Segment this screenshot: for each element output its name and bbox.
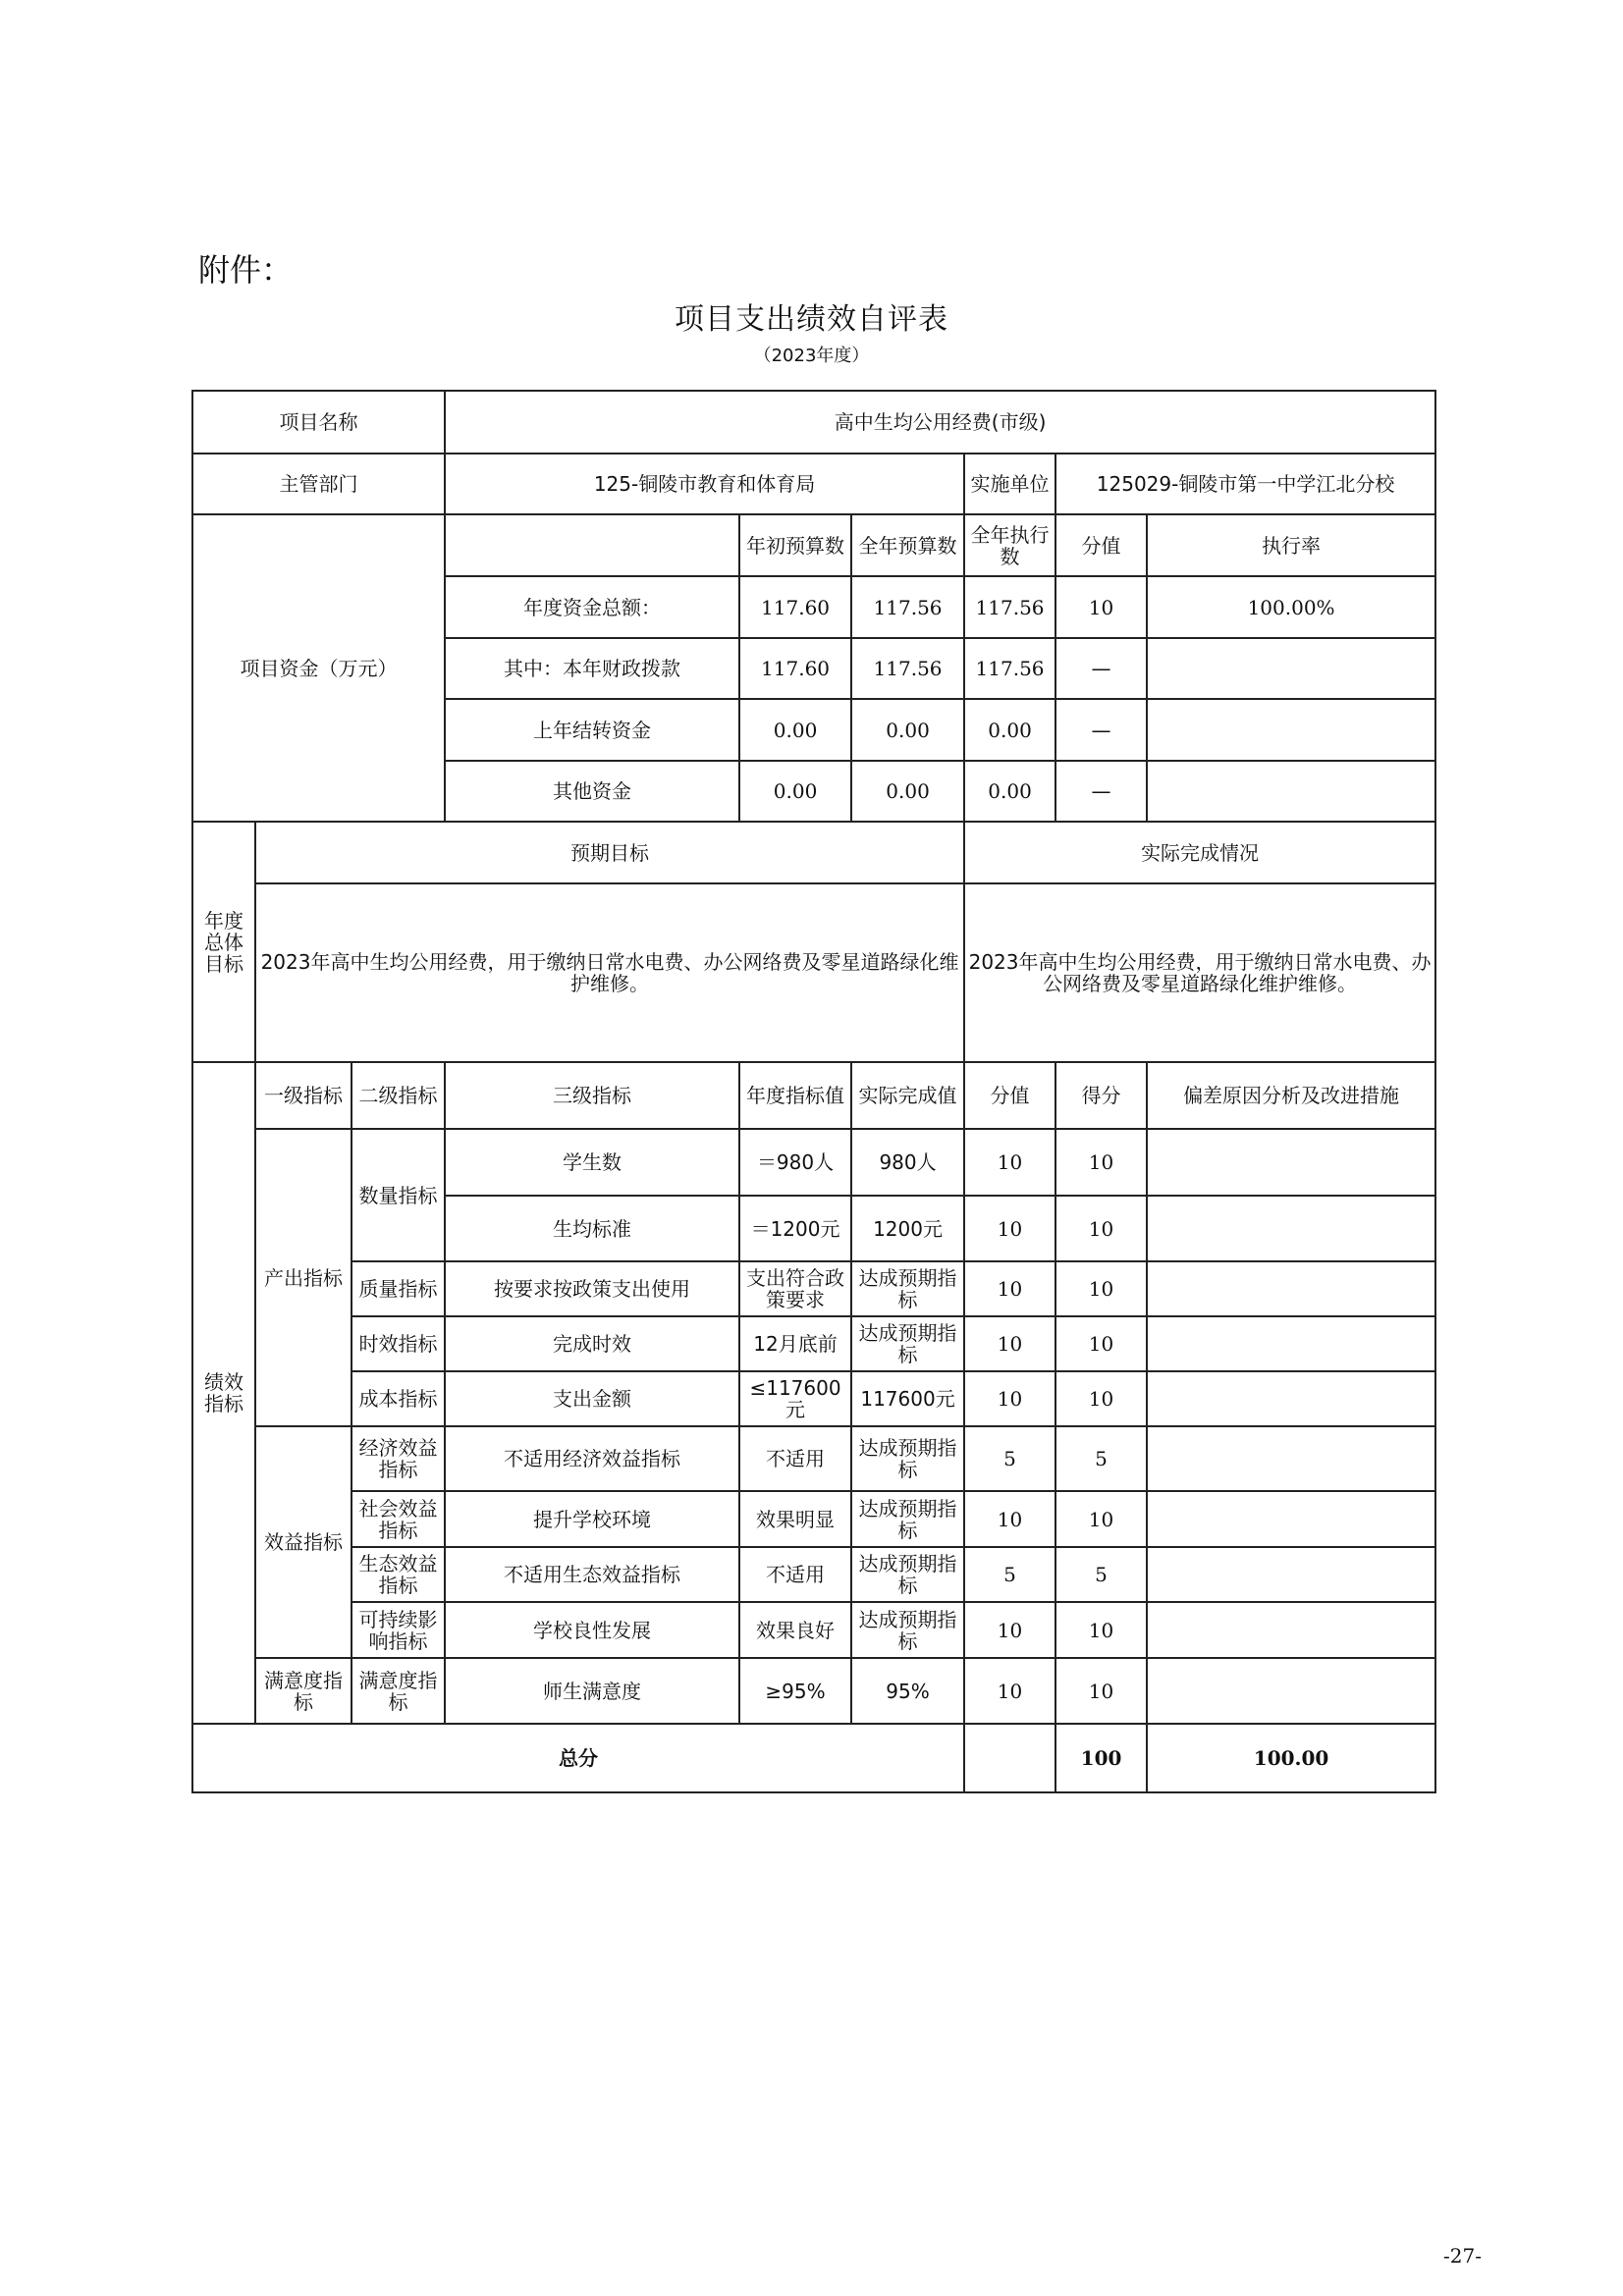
- indicator-remark: [1147, 1316, 1435, 1371]
- indicators-header-level1: 一级指标: [255, 1062, 352, 1129]
- indicator-level3: 学生数: [445, 1129, 739, 1196]
- indicator-row: [192, 1658, 1435, 1724]
- funds-row-label: 其中：本年财政拨款: [445, 638, 739, 699]
- total-label: 总分: [192, 1724, 964, 1792]
- indicator-score: 10: [1055, 1196, 1147, 1261]
- indicator-level2: 数量指标: [352, 1129, 445, 1261]
- project-name-value: 高中生均公用经费(市级): [445, 391, 1435, 454]
- indicator-actual: 980人: [851, 1129, 964, 1196]
- indicator-level3: 生均标准: [445, 1196, 739, 1261]
- funds-row-executed: 117.56: [964, 638, 1055, 699]
- page-number: -27-: [1443, 2244, 1482, 2268]
- funds-header-initial: 年初预算数: [739, 514, 851, 576]
- indicator-level3: 支出金额: [445, 1371, 739, 1426]
- indicator-actual: 1200元: [851, 1196, 964, 1261]
- project-name-label: 项目名称: [192, 391, 445, 454]
- indicator-level2: 质量指标: [352, 1261, 445, 1316]
- indicator-remark: [1147, 1371, 1435, 1426]
- total-blank: [964, 1724, 1055, 1792]
- unit-label: 实施单位: [964, 454, 1055, 514]
- indicator-level2: 满意度指标: [352, 1658, 445, 1724]
- indicators-header-row: [192, 1062, 1435, 1129]
- indicator-score-value: 10: [964, 1316, 1055, 1371]
- total-score-value: 100: [1055, 1724, 1147, 1792]
- indicator-remark: [1147, 1658, 1435, 1724]
- indicator-remark: [1147, 1547, 1435, 1602]
- indicator-row: [192, 1602, 1435, 1658]
- indicator-row: [192, 1371, 1435, 1426]
- funds-row-annual: 117.56: [851, 576, 964, 638]
- indicators-header-level2: 二级指标: [352, 1062, 445, 1129]
- funds-row-score-value: 10: [1055, 576, 1147, 638]
- indicator-remark: [1147, 1602, 1435, 1658]
- indicator-score: 10: [1055, 1316, 1147, 1371]
- indicators-header-score-value: 分值: [964, 1062, 1055, 1129]
- indicator-score-value: 10: [964, 1602, 1055, 1658]
- funds-row-score-value: —: [1055, 638, 1147, 699]
- funds-row-executed: 117.56: [964, 576, 1055, 638]
- funds-row-rate: [1147, 638, 1435, 699]
- indicator-level3: 学校良性发展: [445, 1602, 739, 1658]
- indicator-actual: 95%: [851, 1658, 964, 1724]
- indicators-label: 绩效指标: [192, 1062, 255, 1724]
- funds-row-executed: 0.00: [964, 699, 1055, 761]
- indicator-actual: 达成预期指标: [851, 1547, 964, 1602]
- indicator-row: [192, 1547, 1435, 1602]
- funds-row-label: 年度资金总额：: [445, 576, 739, 638]
- funds-row-label: 其他资金: [445, 761, 739, 822]
- funds-header-executed: 全年执行数: [964, 514, 1055, 576]
- total-score: 100.00: [1147, 1724, 1435, 1792]
- indicator-target: 不适用: [739, 1547, 851, 1602]
- goals-header-row: [192, 822, 1435, 883]
- funds-row-score-value: —: [1055, 761, 1147, 822]
- indicator-remark: [1147, 1129, 1435, 1196]
- year-subtitle: （2023年度）: [753, 346, 870, 366]
- indicator-actual: 117600元: [851, 1371, 964, 1426]
- funds-row-initial: 0.00: [739, 761, 851, 822]
- indicators-header-remark: 偏差原因分析及改进措施: [1147, 1062, 1435, 1129]
- indicators-header-level3: 三级指标: [445, 1062, 739, 1129]
- department-label: 主管部门: [192, 454, 445, 514]
- indicator-score-value: 10: [964, 1129, 1055, 1196]
- funds-row-executed: 0.00: [964, 761, 1055, 822]
- indicator-level3: 按要求按政策支出使用: [445, 1261, 739, 1316]
- indicator-target: ＝980人: [739, 1129, 851, 1196]
- goals-expected-label: 预期目标: [255, 822, 964, 883]
- goals-content-row: [192, 883, 1435, 1062]
- funds-header-score-value: 分值: [1055, 514, 1147, 576]
- indicator-level2: 成本指标: [352, 1371, 445, 1426]
- department-value: 125-铜陵市教育和体育局: [445, 454, 964, 514]
- indicator-level2: 时效指标: [352, 1316, 445, 1371]
- indicators-header-actual: 实际完成值: [851, 1062, 964, 1129]
- indicator-level2: 经济效益指标: [352, 1426, 445, 1491]
- indicator-score: 10: [1055, 1129, 1147, 1196]
- goals-actual-text: 2023年高中生均公用经费，用于缴纳日常水电费、办公网络费及零星道路绿化维护维修。: [964, 883, 1435, 1062]
- indicator-score: 10: [1055, 1261, 1147, 1316]
- indicator-row: [192, 1261, 1435, 1316]
- funds-row-rate: [1147, 761, 1435, 822]
- indicator-level3: 完成时效: [445, 1316, 739, 1371]
- indicator-row: [192, 1316, 1435, 1371]
- funds-header-annual: 全年预算数: [851, 514, 964, 576]
- indicator-target: 效果明显: [739, 1491, 851, 1547]
- funds-row-rate: [1147, 699, 1435, 761]
- indicator-score-value: 10: [964, 1261, 1055, 1316]
- indicator-level3: 师生满意度: [445, 1658, 739, 1724]
- indicator-actual: 达成预期指标: [851, 1261, 964, 1316]
- indicator-level3: 不适用生态效益指标: [445, 1547, 739, 1602]
- indicator-score-value: 5: [964, 1426, 1055, 1491]
- evaluation-table: [191, 390, 1436, 1793]
- group-satisfaction: 满意度指标: [255, 1658, 352, 1724]
- funds-row-initial: 117.60: [739, 576, 851, 638]
- indicator-actual: 达成预期指标: [851, 1602, 964, 1658]
- indicator-remark: [1147, 1261, 1435, 1316]
- funds-row-score-value: —: [1055, 699, 1147, 761]
- group-benefit: 效益指标: [255, 1426, 352, 1658]
- indicator-score-value: 10: [964, 1371, 1055, 1426]
- indicator-target: ≤117600元: [739, 1371, 851, 1426]
- indicator-score-value: 5: [964, 1547, 1055, 1602]
- funds-row-rate: 100.00%: [1147, 576, 1435, 638]
- indicator-target: 不适用: [739, 1426, 851, 1491]
- indicator-score: 5: [1055, 1547, 1147, 1602]
- indicator-row: [192, 1129, 1435, 1196]
- indicator-remark: [1147, 1196, 1435, 1261]
- goals-label: 年度总体目标: [192, 822, 255, 1062]
- indicator-target: ＝1200元: [739, 1196, 851, 1261]
- indicator-row: [192, 1491, 1435, 1547]
- indicator-level2: 生态效益指标: [352, 1547, 445, 1602]
- indicator-score: 10: [1055, 1491, 1147, 1547]
- goals-expected-text: 2023年高中生均公用经费，用于缴纳日常水电费、办公网络费及零星道路绿化维护维修。: [255, 883, 964, 1062]
- indicator-target: 12月底前: [739, 1316, 851, 1371]
- indicator-row: [192, 1426, 1435, 1491]
- funds-row-annual: 0.00: [851, 761, 964, 822]
- total-row: [192, 1724, 1435, 1792]
- indicator-actual: 达成预期指标: [851, 1316, 964, 1371]
- funds-row-initial: 117.60: [739, 638, 851, 699]
- indicator-score: 10: [1055, 1371, 1147, 1426]
- attachment-label: 附件：: [198, 251, 294, 289]
- indicator-actual: 达成预期指标: [851, 1491, 964, 1547]
- funds-row-annual: 117.56: [851, 638, 964, 699]
- indicators-header-score: 得分: [1055, 1062, 1147, 1129]
- indicator-level2: 可持续影响指标: [352, 1602, 445, 1658]
- indicator-score-value: 10: [964, 1196, 1055, 1261]
- indicator-target: 支出符合政策要求: [739, 1261, 851, 1316]
- indicator-score-value: 10: [964, 1658, 1055, 1724]
- goals-actual-label: 实际完成情况: [964, 822, 1435, 883]
- indicator-score: 5: [1055, 1426, 1147, 1491]
- project-name-row: [192, 391, 1435, 454]
- indicator-actual: 达成预期指标: [851, 1426, 964, 1491]
- funds-row-label: 上年结转资金: [445, 699, 739, 761]
- funds-row-annual: 0.00: [851, 699, 964, 761]
- indicator-target: 效果良好: [739, 1602, 851, 1658]
- department-row: [192, 454, 1435, 514]
- funds-row-initial: 0.00: [739, 699, 851, 761]
- funds-label: 项目资金（万元）: [192, 514, 445, 822]
- page-title: 项目支出绩效自评表: [675, 302, 948, 337]
- indicator-score: 10: [1055, 1602, 1147, 1658]
- unit-value: 125029-铜陵市第一中学江北分校: [1055, 454, 1435, 514]
- indicator-remark: [1147, 1426, 1435, 1491]
- indicator-level3: 不适用经济效益指标: [445, 1426, 739, 1491]
- indicator-score: 10: [1055, 1658, 1147, 1724]
- funds-header-row: [192, 514, 1435, 576]
- indicator-level3: 提升学校环境: [445, 1491, 739, 1547]
- indicators-header-target: 年度指标值: [739, 1062, 851, 1129]
- indicator-score-value: 10: [964, 1491, 1055, 1547]
- funds-header-blank: [445, 514, 739, 576]
- group-output: 产出指标: [255, 1129, 352, 1426]
- indicator-remark: [1147, 1491, 1435, 1547]
- funds-header-rate: 执行率: [1147, 514, 1435, 576]
- indicator-target: ≥95%: [739, 1658, 851, 1724]
- indicator-level2: 社会效益指标: [352, 1491, 445, 1547]
